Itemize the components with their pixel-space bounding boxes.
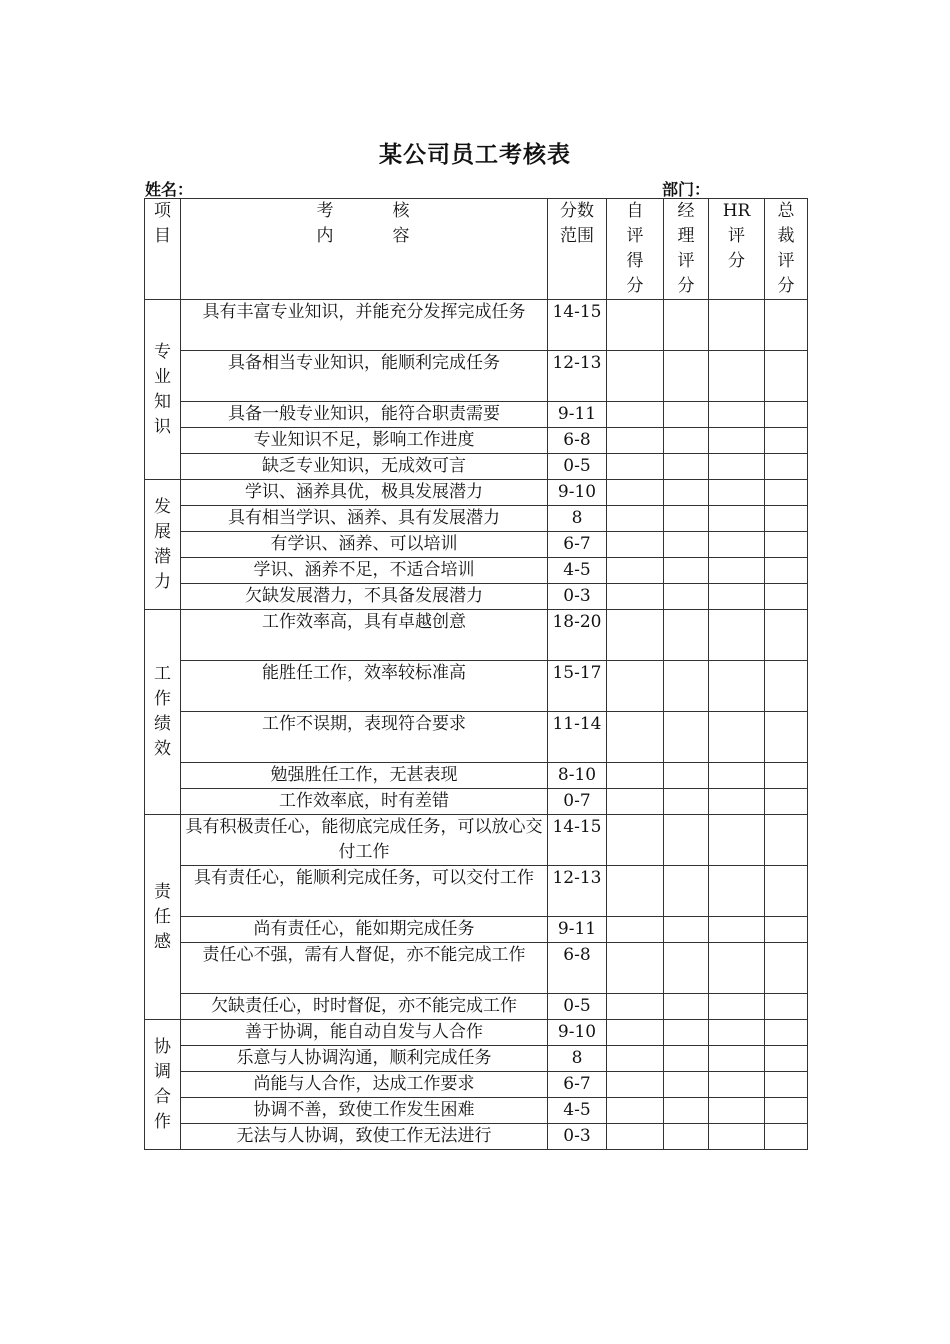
criteria-cell: 工作效率底，时有差错: [181, 789, 548, 815]
criteria-cell: 具有积极责任心，能彻底完成任务，可以放心交付工作: [181, 815, 548, 866]
category-cell: 发展潜力: [145, 480, 181, 610]
table-row: [145, 402, 808, 428]
ceo-score-cell[interactable]: [765, 661, 808, 712]
manager-score-cell[interactable]: [664, 532, 709, 558]
range-cell: 8: [548, 506, 607, 532]
self-score-cell[interactable]: [607, 402, 664, 428]
range-cell: 4-5: [548, 558, 607, 584]
header-manager-score: 经理评分: [664, 199, 709, 300]
table-row: [145, 1020, 808, 1046]
manager-score-cell[interactable]: [664, 789, 709, 815]
criteria-cell: 工作不误期，表现符合要求: [181, 712, 548, 763]
manager-score-cell[interactable]: [664, 712, 709, 763]
category-cell: 责任感: [145, 815, 181, 1020]
table-row: [145, 506, 808, 532]
self-score-cell[interactable]: [607, 866, 664, 917]
range-cell: 14-15: [548, 300, 607, 351]
manager-score-cell[interactable]: [664, 454, 709, 480]
self-score-cell[interactable]: [607, 1124, 664, 1150]
hr-score-cell[interactable]: [709, 1020, 765, 1046]
criteria-cell: 勉强胜任工作，无甚表现: [181, 763, 548, 789]
range-cell: 6-7: [548, 1072, 607, 1098]
criteria-cell: 欠缺发展潜力，不具备发展潜力: [181, 584, 548, 610]
table-row: [145, 532, 808, 558]
manager-score-cell[interactable]: [664, 866, 709, 917]
criteria-cell: 专业知识不足，影响工作进度: [181, 428, 548, 454]
table-row: [145, 558, 808, 584]
hr-score-cell[interactable]: [709, 558, 765, 584]
self-score-cell[interactable]: [607, 454, 664, 480]
range-cell: 11-14: [548, 712, 607, 763]
manager-score-cell[interactable]: [664, 815, 709, 866]
hr-score-cell[interactable]: [709, 454, 765, 480]
table-row: [145, 866, 808, 917]
page-title: 某公司员工考核表: [379, 141, 571, 168]
self-score-cell[interactable]: [607, 661, 664, 712]
table-row: [145, 994, 808, 1020]
header-range: 分数范围: [548, 199, 607, 300]
manager-score-cell[interactable]: [664, 428, 709, 454]
self-score-cell[interactable]: [607, 789, 664, 815]
ceo-score-cell[interactable]: [765, 1072, 808, 1098]
table-row: [145, 351, 808, 402]
table-row: [145, 1124, 808, 1150]
ceo-score-cell[interactable]: [765, 866, 808, 917]
ceo-score-cell[interactable]: [765, 1020, 808, 1046]
self-score-cell[interactable]: [607, 558, 664, 584]
table-row: [145, 917, 808, 943]
manager-score-cell[interactable]: [664, 994, 709, 1020]
manager-score-cell[interactable]: [664, 661, 709, 712]
self-score-cell[interactable]: [607, 584, 664, 610]
ceo-score-cell[interactable]: [765, 943, 808, 994]
header-hr-score: HR评分: [709, 199, 765, 300]
table-row: [145, 480, 808, 506]
table-row: [145, 943, 808, 994]
ceo-score-cell[interactable]: [765, 610, 808, 661]
ceo-score-cell[interactable]: [765, 815, 808, 866]
hr-score-cell[interactable]: [709, 1046, 765, 1072]
ceo-score-cell[interactable]: [765, 532, 808, 558]
criteria-cell: 欠缺责任心，时时督促，亦不能完成工作: [181, 994, 548, 1020]
criteria-cell: 无法与人协调，致使工作无法进行: [181, 1124, 548, 1150]
hr-score-cell[interactable]: [709, 402, 765, 428]
hr-score-cell[interactable]: [709, 661, 765, 712]
ceo-score-cell[interactable]: [765, 428, 808, 454]
evaluation-table: [144, 198, 808, 1150]
ceo-score-cell[interactable]: [765, 789, 808, 815]
ceo-score-cell[interactable]: [765, 300, 808, 351]
manager-score-cell[interactable]: [664, 1124, 709, 1150]
ceo-score-cell[interactable]: [765, 763, 808, 789]
manager-score-cell[interactable]: [664, 480, 709, 506]
range-cell: 9-10: [548, 480, 607, 506]
manager-score-cell[interactable]: [664, 1046, 709, 1072]
hr-score-cell[interactable]: [709, 789, 765, 815]
table-row: [145, 1046, 808, 1072]
range-cell: 6-8: [548, 943, 607, 994]
hr-score-cell[interactable]: [709, 1072, 765, 1098]
hr-score-cell[interactable]: [709, 506, 765, 532]
ceo-score-cell[interactable]: [765, 1098, 808, 1124]
self-score-cell[interactable]: [607, 712, 664, 763]
range-cell: 9-11: [548, 917, 607, 943]
self-score-cell[interactable]: [607, 763, 664, 789]
header-content: [181, 199, 548, 300]
hr-score-cell[interactable]: [709, 712, 765, 763]
table-row: [145, 763, 808, 789]
manager-score-cell[interactable]: [664, 1020, 709, 1046]
header-item: 项目: [145, 199, 181, 300]
range-cell: 12-13: [548, 351, 607, 402]
criteria-cell: 善于协调，能自动自发与人合作: [181, 1020, 548, 1046]
self-score-cell[interactable]: [607, 428, 664, 454]
criteria-cell: 具备一般专业知识，能符合职责需要: [181, 402, 548, 428]
range-cell: 9-11: [548, 402, 607, 428]
hr-score-cell[interactable]: [709, 428, 765, 454]
self-score-cell[interactable]: [607, 300, 664, 351]
header-ceo-score: 总裁评分: [765, 199, 808, 300]
range-cell: 15-17: [548, 661, 607, 712]
self-score-cell[interactable]: [607, 610, 664, 661]
table-row: [145, 454, 808, 480]
criteria-cell: 有学识、涵养、可以培训: [181, 532, 548, 558]
name-label: 姓名：: [145, 180, 194, 199]
hr-score-cell[interactable]: [709, 1098, 765, 1124]
header-row: [145, 199, 808, 300]
hr-score-cell[interactable]: [709, 917, 765, 943]
criteria-cell: 学识、涵养具优，极具发展潜力: [181, 480, 548, 506]
range-cell: 0-5: [548, 994, 607, 1020]
table-row: [145, 428, 808, 454]
self-score-cell[interactable]: [607, 1098, 664, 1124]
criteria-cell: 尚能与人合作，达成工作要求: [181, 1072, 548, 1098]
self-score-cell[interactable]: [607, 994, 664, 1020]
table-row: [145, 1072, 808, 1098]
criteria-cell: 具有相当学识、涵养、具有发展潜力: [181, 506, 548, 532]
criteria-cell: 工作效率高，具有卓越创意: [181, 610, 548, 661]
ceo-score-cell[interactable]: [765, 351, 808, 402]
self-score-cell[interactable]: [607, 532, 664, 558]
ceo-score-cell[interactable]: [765, 454, 808, 480]
dept-label: 部门：: [662, 180, 711, 199]
criteria-cell: 缺乏专业知识，无成效可言: [181, 454, 548, 480]
table-row: [145, 584, 808, 610]
range-cell: 4-5: [548, 1098, 607, 1124]
hr-score-cell[interactable]: [709, 480, 765, 506]
self-score-cell[interactable]: [607, 1072, 664, 1098]
manager-score-cell[interactable]: [664, 300, 709, 351]
hr-score-cell[interactable]: [709, 866, 765, 917]
hr-score-cell[interactable]: [709, 351, 765, 402]
criteria-cell: 具有丰富专业知识，并能充分发挥完成任务: [181, 300, 548, 351]
header-content-line1: 考 核: [316, 201, 412, 221]
criteria-cell: 具有责任心，能顺利完成任务，可以交付工作: [181, 866, 548, 917]
range-cell: 0-3: [548, 584, 607, 610]
self-score-cell[interactable]: [607, 815, 664, 866]
hr-score-cell[interactable]: [709, 532, 765, 558]
criteria-cell: 尚有责任心，能如期完成任务: [181, 917, 548, 943]
range-cell: 18-20: [548, 610, 607, 661]
category-cell: 专业知识: [145, 300, 181, 480]
ceo-score-cell[interactable]: [765, 1124, 808, 1150]
hr-score-cell[interactable]: [709, 815, 765, 866]
manager-score-cell[interactable]: [664, 506, 709, 532]
criteria-cell: 协调不善，致使工作发生困难: [181, 1098, 548, 1124]
self-score-cell[interactable]: [607, 1046, 664, 1072]
ceo-score-cell[interactable]: [765, 506, 808, 532]
self-score-cell[interactable]: [607, 1020, 664, 1046]
range-cell: 14-15: [548, 815, 607, 866]
manager-score-cell[interactable]: [664, 1098, 709, 1124]
ceo-score-cell[interactable]: [765, 402, 808, 428]
hr-score-cell[interactable]: [709, 300, 765, 351]
ceo-score-cell[interactable]: [765, 994, 808, 1020]
ceo-score-cell[interactable]: [765, 480, 808, 506]
table-row: [145, 789, 808, 815]
ceo-score-cell[interactable]: [765, 1046, 808, 1072]
ceo-score-cell[interactable]: [765, 558, 808, 584]
hr-score-cell[interactable]: [709, 943, 765, 994]
table-row: [145, 815, 808, 866]
ceo-score-cell[interactable]: [765, 917, 808, 943]
criteria-cell: 责任心不强，需有人督促，亦不能完成工作: [181, 943, 548, 994]
criteria-cell: 具备相当专业知识，能顺利完成任务: [181, 351, 548, 402]
self-score-cell[interactable]: [607, 943, 664, 994]
table-row: [145, 661, 808, 712]
header-content-line2: 内 容: [316, 226, 412, 246]
self-score-cell[interactable]: [607, 480, 664, 506]
ceo-score-cell[interactable]: [765, 712, 808, 763]
category-cell: 协调合作: [145, 1020, 181, 1150]
manager-score-cell[interactable]: [664, 943, 709, 994]
self-score-cell[interactable]: [607, 351, 664, 402]
range-cell: 0-7: [548, 789, 607, 815]
manager-score-cell[interactable]: [664, 402, 709, 428]
range-cell: 0-5: [548, 454, 607, 480]
self-score-cell[interactable]: [607, 506, 664, 532]
manager-score-cell[interactable]: [664, 1072, 709, 1098]
table-row: [145, 610, 808, 661]
range-cell: 9-10: [548, 1020, 607, 1046]
manager-score-cell[interactable]: [664, 917, 709, 943]
range-cell: 6-8: [548, 428, 607, 454]
header-self-score: 自评得分: [607, 199, 664, 300]
hr-score-cell[interactable]: [709, 584, 765, 610]
range-cell: 12-13: [548, 866, 607, 917]
range-cell: 8: [548, 1046, 607, 1072]
manager-score-cell[interactable]: [664, 584, 709, 610]
hr-score-cell[interactable]: [709, 610, 765, 661]
hr-score-cell[interactable]: [709, 763, 765, 789]
self-score-cell[interactable]: [607, 917, 664, 943]
hr-score-cell[interactable]: [709, 1124, 765, 1150]
manager-score-cell[interactable]: [664, 351, 709, 402]
table-row: [145, 300, 808, 351]
category-cell: 工作绩效: [145, 610, 181, 815]
hr-score-cell[interactable]: [709, 994, 765, 1020]
table-row: [145, 712, 808, 763]
manager-score-cell[interactable]: [664, 763, 709, 789]
ceo-score-cell[interactable]: [765, 584, 808, 610]
table-row: [145, 1098, 808, 1124]
criteria-cell: 学识、涵养不足，不适合培训: [181, 558, 548, 584]
range-cell: 0-3: [548, 1124, 607, 1150]
criteria-cell: 能胜任工作，效率较标准高: [181, 661, 548, 712]
criteria-cell: 乐意与人协调沟通，顺利完成任务: [181, 1046, 548, 1072]
manager-score-cell[interactable]: [664, 558, 709, 584]
manager-score-cell[interactable]: [664, 610, 709, 661]
range-cell: 6-7: [548, 532, 607, 558]
range-cell: 8-10: [548, 763, 607, 789]
